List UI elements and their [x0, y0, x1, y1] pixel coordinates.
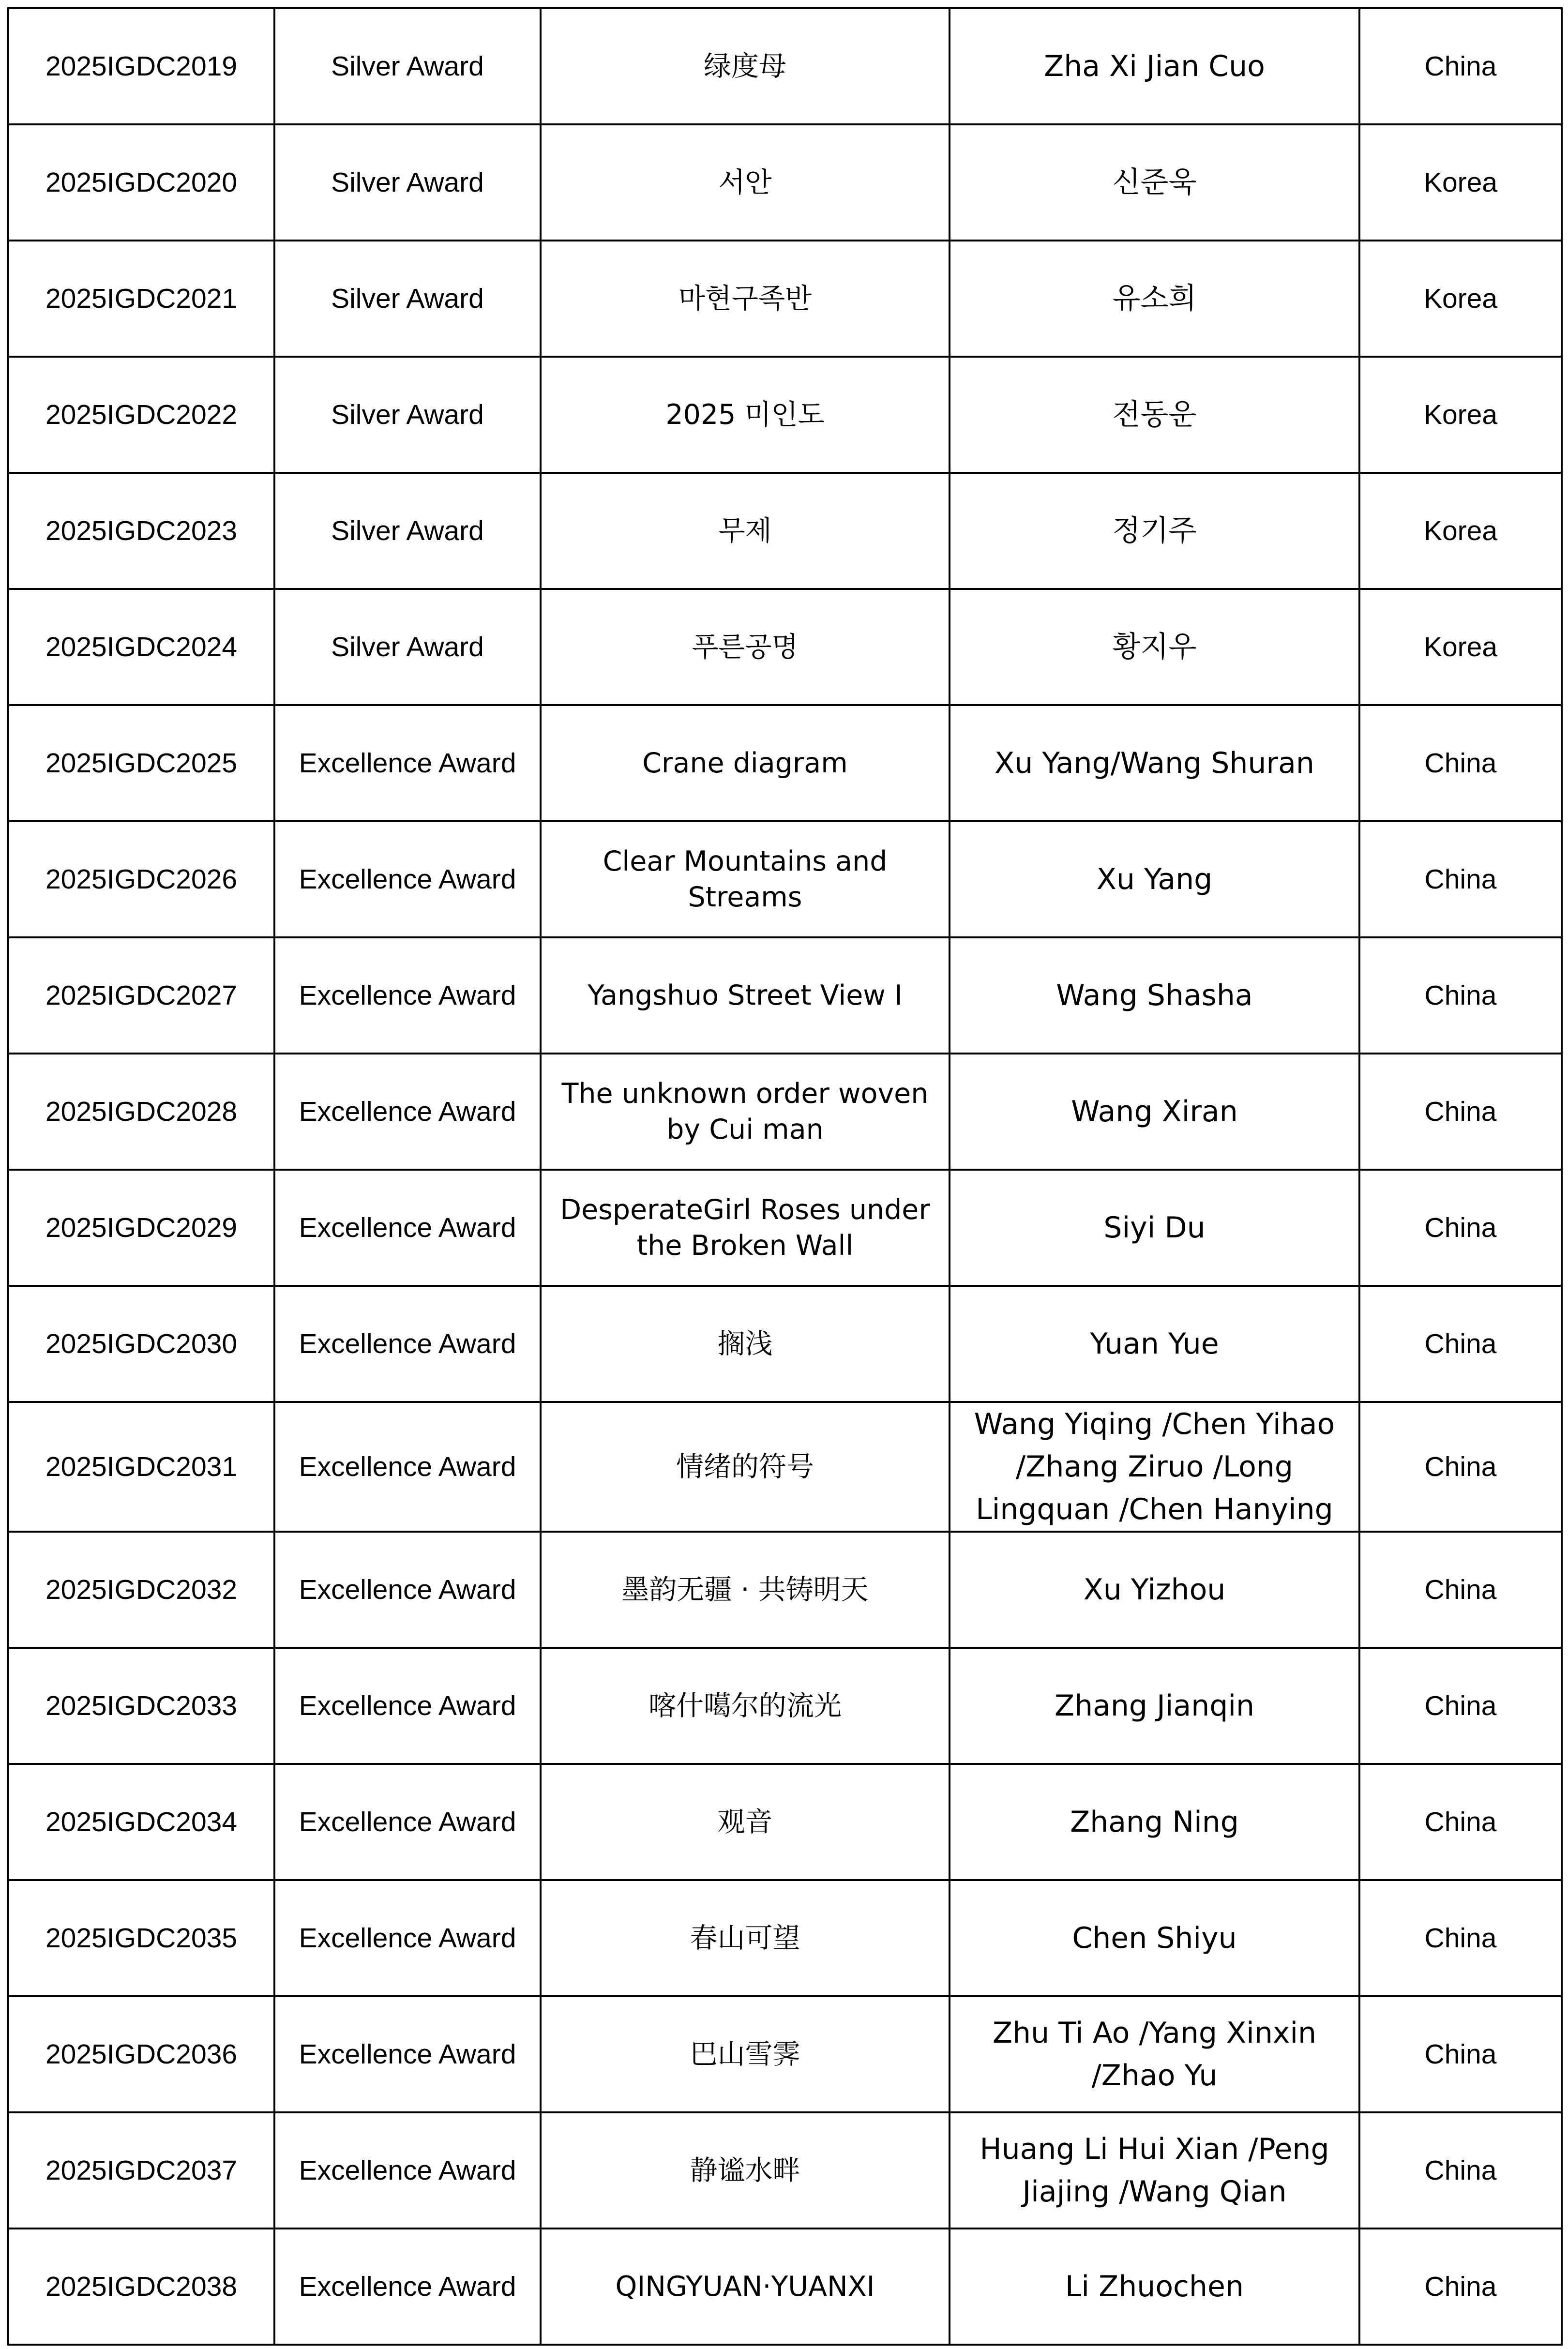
entry-id-cell: 2025IGDC2020	[8, 124, 274, 241]
author-cell: Zhu Ti Ao /Yang Xinxin /Zhao Yu	[950, 1996, 1359, 2112]
award-cell: Silver Award	[274, 589, 541, 705]
author-cell: Huang Li Hui Xian /Peng Jiajing /Wang Qian	[950, 2112, 1359, 2229]
entry-id-cell: 2025IGDC2032	[8, 1532, 274, 1648]
table-row	[8, 241, 1562, 357]
work-title-cell: 静谧水畔	[541, 2112, 950, 2229]
work-title-cell: Clear Mountains and Streams	[541, 821, 950, 937]
author-cell: Li Zhuochen	[950, 2229, 1359, 2345]
award-cell: Silver Award	[274, 357, 541, 473]
entry-id-cell: 2025IGDC2029	[8, 1170, 274, 1286]
country-cell: China	[1359, 1402, 1562, 1532]
author-cell: 신준욱	[950, 124, 1359, 241]
entry-id-cell: 2025IGDC2026	[8, 821, 274, 937]
work-title-cell: 서안	[541, 124, 950, 241]
table-row	[8, 2112, 1562, 2229]
entry-id-cell: 2025IGDC2033	[8, 1648, 274, 1764]
work-title-cell: 绿度母	[541, 8, 950, 124]
work-title-cell: 情绪的符号	[541, 1402, 950, 1532]
award-cell: Excellence Award	[274, 1764, 541, 1880]
work-title-cell: The unknown order woven by Cui man	[541, 1054, 950, 1170]
table-row	[8, 1764, 1562, 1880]
author-cell: Xu Yizhou	[950, 1532, 1359, 1648]
table-row	[8, 821, 1562, 937]
author-cell: 유소희	[950, 241, 1359, 357]
country-cell: China	[1359, 1996, 1562, 2112]
award-cell: Excellence Award	[274, 1286, 541, 1402]
table-row	[8, 357, 1562, 473]
award-cell: Excellence Award	[274, 937, 541, 1054]
author-cell: Xu Yang/Wang Shuran	[950, 705, 1359, 821]
award-cell: Excellence Award	[274, 1880, 541, 1996]
entry-id-cell: 2025IGDC2022	[8, 357, 274, 473]
table-row	[8, 1532, 1562, 1648]
award-cell: Silver Award	[274, 241, 541, 357]
award-cell: Excellence Award	[274, 2112, 541, 2229]
country-cell: Korea	[1359, 357, 1562, 473]
award-cell: Silver Award	[274, 8, 541, 124]
table-row	[8, 1880, 1562, 1996]
author-cell: 황지우	[950, 589, 1359, 705]
award-cell: Excellence Award	[274, 2229, 541, 2345]
author-cell: Siyi Du	[950, 1170, 1359, 1286]
entry-id-cell: 2025IGDC2031	[8, 1402, 274, 1532]
entry-id-cell: 2025IGDC2027	[8, 937, 274, 1054]
country-cell: China	[1359, 821, 1562, 937]
entry-id-cell: 2025IGDC2024	[8, 589, 274, 705]
author-cell: Xu Yang	[950, 821, 1359, 937]
country-cell: Korea	[1359, 124, 1562, 241]
work-title-cell: 巴山雪霁	[541, 1996, 950, 2112]
entry-id-cell: 2025IGDC2023	[8, 473, 274, 589]
work-title-cell: 마현구족반	[541, 241, 950, 357]
country-cell: China	[1359, 1054, 1562, 1170]
entry-id-cell: 2025IGDC2034	[8, 1764, 274, 1880]
country-cell: Korea	[1359, 589, 1562, 705]
country-cell: China	[1359, 1286, 1562, 1402]
work-title-cell: 무제	[541, 473, 950, 589]
work-title-cell: 观音	[541, 1764, 950, 1880]
award-cell: Excellence Award	[274, 1648, 541, 1764]
work-title-cell: 喀什噶尔的流光	[541, 1648, 950, 1764]
entry-id-cell: 2025IGDC2037	[8, 2112, 274, 2229]
table-row	[8, 2229, 1562, 2345]
entry-id-cell: 2025IGDC2021	[8, 241, 274, 357]
entry-id-cell: 2025IGDC2025	[8, 705, 274, 821]
country-cell: Korea	[1359, 241, 1562, 357]
country-cell: China	[1359, 2112, 1562, 2229]
table-row	[8, 1402, 1562, 1532]
entry-id-cell: 2025IGDC2036	[8, 1996, 274, 2112]
work-title-cell: 푸른공명	[541, 589, 950, 705]
award-cell: Excellence Award	[274, 705, 541, 821]
country-cell: China	[1359, 1880, 1562, 1996]
country-cell: China	[1359, 1170, 1562, 1286]
work-title-cell: 春山可望	[541, 1880, 950, 1996]
table-row	[8, 1054, 1562, 1170]
author-cell: 정기주	[950, 473, 1359, 589]
author-cell: Zha Xi Jian Cuo	[950, 8, 1359, 124]
table-row	[8, 8, 1562, 124]
work-title-cell: Yangshuo Street View Ⅰ	[541, 937, 950, 1054]
work-title-cell: 墨韵无疆 · 共铸明天	[541, 1532, 950, 1648]
table-row	[8, 1170, 1562, 1286]
table-row	[8, 1286, 1562, 1402]
country-cell: China	[1359, 1648, 1562, 1764]
awards-table	[7, 7, 1563, 2346]
country-cell: China	[1359, 1532, 1562, 1648]
award-cell: Excellence Award	[274, 1532, 541, 1648]
table-row	[8, 1648, 1562, 1764]
award-cell: Excellence Award	[274, 1402, 541, 1532]
table-row	[8, 473, 1562, 589]
award-cell: Excellence Award	[274, 1054, 541, 1170]
work-title-cell: QINGYUAN·YUANXI	[541, 2229, 950, 2345]
author-cell: 전동운	[950, 357, 1359, 473]
country-cell: China	[1359, 937, 1562, 1054]
table-row	[8, 705, 1562, 821]
country-cell: China	[1359, 1764, 1562, 1880]
entry-id-cell: 2025IGDC2019	[8, 8, 274, 124]
country-cell: China	[1359, 8, 1562, 124]
table-row	[8, 589, 1562, 705]
award-cell: Excellence Award	[274, 1170, 541, 1286]
work-title-cell: Crane diagram	[541, 705, 950, 821]
author-cell: Wang Yiqing /Chen Yihao /Zhang Ziruo /Long Lingquan /Chen Hanying	[950, 1402, 1359, 1532]
country-cell: China	[1359, 705, 1562, 821]
award-cell: Excellence Award	[274, 821, 541, 937]
country-cell: Korea	[1359, 473, 1562, 589]
table-row	[8, 124, 1562, 241]
author-cell: Zhang Ning	[950, 1764, 1359, 1880]
awards-table-body	[8, 8, 1562, 2345]
entry-id-cell: 2025IGDC2030	[8, 1286, 274, 1402]
author-cell: Zhang Jianqin	[950, 1648, 1359, 1764]
author-cell: Chen Shiyu	[950, 1880, 1359, 1996]
author-cell: Wang Shasha	[950, 937, 1359, 1054]
award-cell: Silver Award	[274, 473, 541, 589]
entry-id-cell: 2025IGDC2035	[8, 1880, 274, 1996]
country-cell: China	[1359, 2229, 1562, 2345]
table-row	[8, 937, 1562, 1054]
work-title-cell: DesperateGirl Roses under the Broken Wall	[541, 1170, 950, 1286]
work-title-cell: 2025 미인도	[541, 357, 950, 473]
table-row	[8, 1996, 1562, 2112]
entry-id-cell: 2025IGDC2028	[8, 1054, 274, 1170]
work-title-cell: 搁浅	[541, 1286, 950, 1402]
author-cell: Wang Xiran	[950, 1054, 1359, 1170]
award-cell: Silver Award	[274, 124, 541, 241]
entry-id-cell: 2025IGDC2038	[8, 2229, 274, 2345]
author-cell: Yuan Yue	[950, 1286, 1359, 1402]
award-cell: Excellence Award	[274, 1996, 541, 2112]
